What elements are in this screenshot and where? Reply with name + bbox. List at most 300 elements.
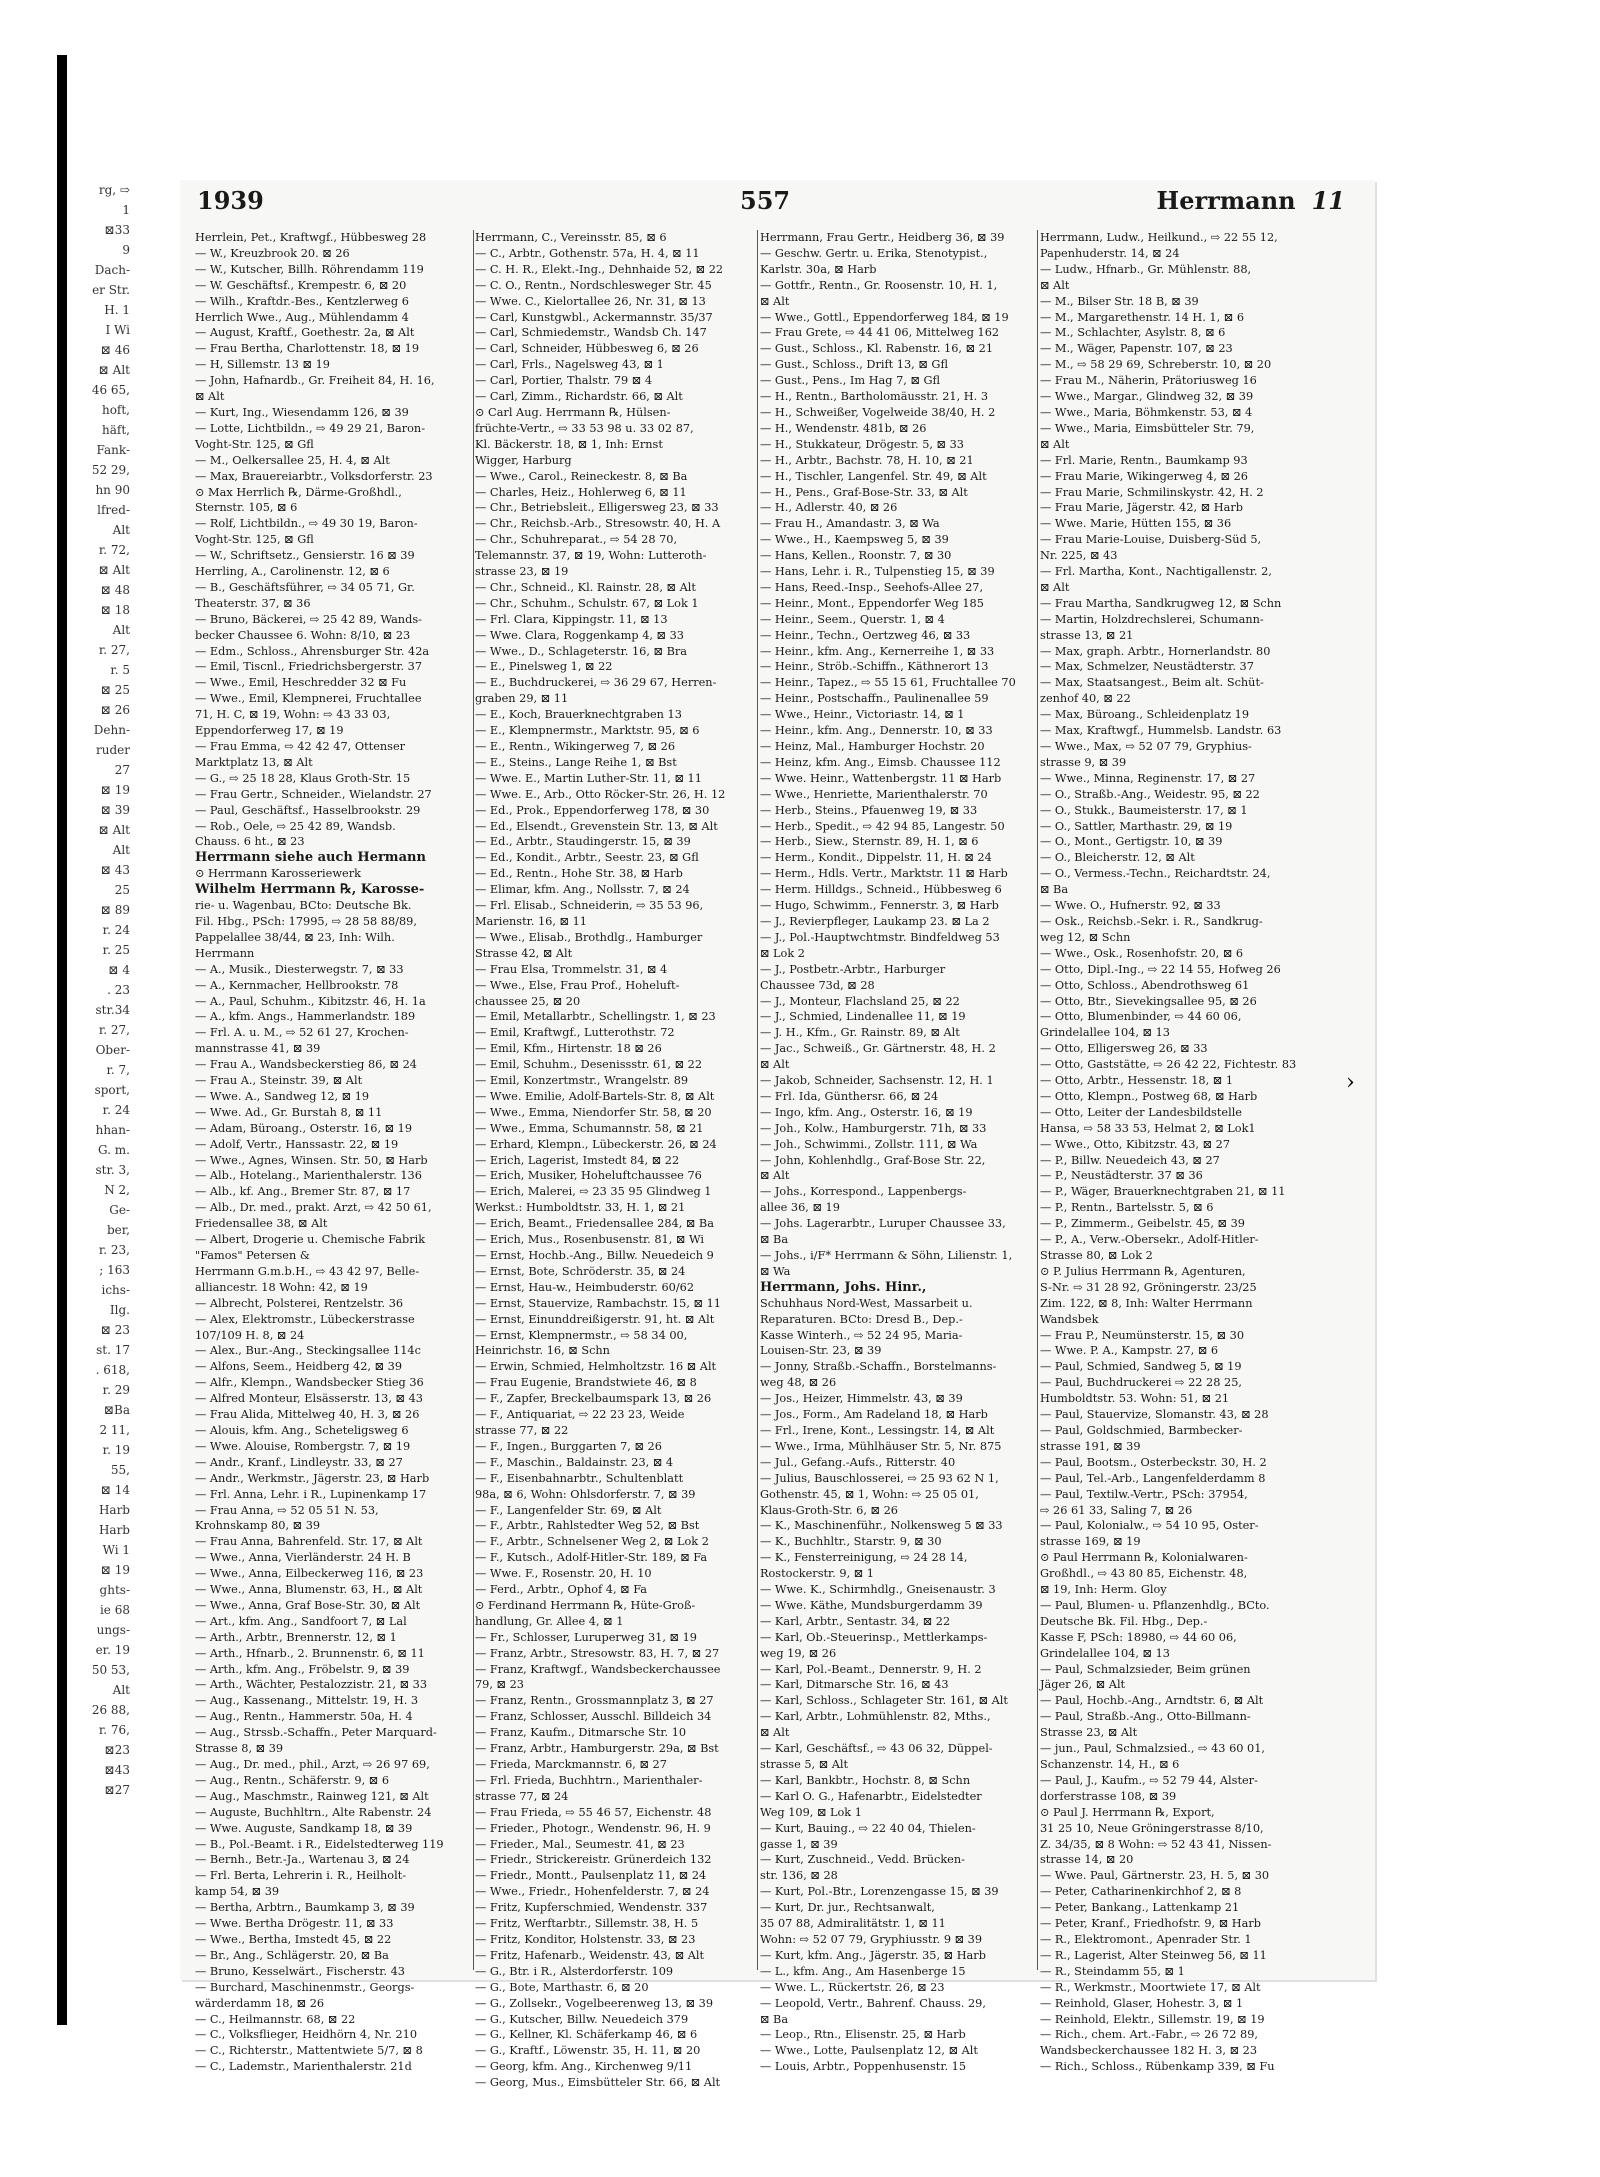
directory-entry: — G., Kraftf., Löwenstr. 35, H. 11, ⊠ 20 [475, 2044, 701, 2058]
directory-entry: — O., Mont., Gertigstr. 10, ⊠ 39 [1040, 835, 1223, 849]
directory-entry: — Ernst, Klempnermstr., ⇨ 58 34 00, [475, 1328, 688, 1342]
directory-entry: — Wwe., H., Kaempsweg 5, ⊠ 39 [760, 533, 949, 547]
directory-entry: Chauss. 6 ht., ⊠ 23 [195, 835, 305, 849]
directory-entry: — Herb., Steins., Pfauenweg 19, ⊠ 33 [760, 803, 978, 817]
directory-entry: — Gust., Pens., Im Hag 7, ⊠ Gfl [760, 374, 941, 388]
directory-entry: — Ernst, Stauervize, Rambachstr. 15, ⊠ 11 [475, 1296, 721, 1310]
directory-entry: strasse 13, ⊠ 21 [1040, 628, 1134, 642]
directory-entry: — Wwe., Agnes, Winsen. Str. 50, ⊠ Harb [195, 1153, 428, 1167]
margin-fragment: sport, [94, 1083, 130, 1097]
directory-entry: — Jac., Schweiß., Gr. Gärtnerstr. 48, H. 2 [760, 1042, 996, 1056]
directory-entry: — Kurt, Zuschneid., Vedd. Brücken- [760, 1853, 965, 1867]
directory-entry: — Wwe., Maria, Böhmkenstr. 53, ⊠ 4 [1040, 405, 1253, 419]
directory-entry: ⊙ Paul J. Herrmann ℞, Export, [1040, 1805, 1215, 1819]
directory-entry: zenhof 40, ⊠ 22 [1040, 692, 1131, 706]
directory-entry: — O., Sattler, Marthastr. 29, ⊠ 19 [1040, 819, 1233, 833]
column-3 [760, 230, 1035, 2074]
directory-entry: — Erich, Lagerist, Imstedt 84, ⊠ 22 [475, 1153, 680, 1167]
margin-fragment: Alt [112, 1683, 130, 1697]
margin-fragment: r. 72, [98, 543, 130, 557]
directory-entry: — Albrecht, Polsterei, Rentzelstr. 36 [195, 1296, 404, 1310]
directory-entry: — Paul, Blumen- u. Pflanzenhdlg., BCto. [1040, 1598, 1270, 1612]
directory-entry: rie- u. Wagenbau, BCto: Deutsche Bk. [195, 899, 412, 913]
directory-entry: — Gust., Schloss., Kl. Rabenstr. 16, ⊠ 21 [760, 342, 994, 356]
directory-entry: — Karl, Arbtr., Sentastr. 34, ⊠ 22 [760, 1614, 951, 1628]
directory-entry: — Charles, Heiz., Hohlerweg 6, ⊠ 11 [475, 485, 687, 499]
directory-entry: handlung, Gr. Allee 4, ⊠ 1 [475, 1614, 624, 1628]
directory-entry: — Frau Grete, ⇨ 44 41 06, Mittelweg 162 [760, 326, 1000, 340]
directory-entry: — Georg, kfm. Ang., Kirchenweg 9/11 [475, 2060, 693, 2074]
directory-entry: — Erich, Beamt., Friedensallee 284, ⊠ Ba [475, 1217, 714, 1231]
directory-entry: — Emil, Tiscnl., Friedrichsbergerstr. 37 [195, 660, 423, 674]
margin-fragment: lfred- [97, 503, 130, 517]
directory-entry: — H., Tischler, Langenfel. Str. 49, ⊠ Alt [760, 469, 987, 483]
directory-entry: — Frl. Anna, Lehr. i R., Lupinenkamp 17 [195, 1487, 427, 1501]
directory-entry: — Joh., Schwimmi., Zollstr. 111, ⊠ Wa [760, 1137, 978, 1151]
directory-entry: ⊠ Alt [760, 294, 790, 308]
directory-entry: 31 25 10, Neue Gröningerstrasse 8/10, [1040, 1821, 1264, 1835]
directory-entry: — Herb., Spedit., ⇨ 42 94 85, Langestr. 50 [760, 819, 1005, 833]
directory-entry: Herrmann [195, 946, 255, 960]
directory-entry: — Frau Bertha, Charlottenstr. 18, ⊠ 19 [195, 342, 420, 356]
directory-entry: Krohnskamp 80, ⊠ 39 [195, 1519, 321, 1533]
directory-entry: — Carl, Kunstgwbl., Ackermannstr. 35/37 [475, 310, 713, 324]
margin-fragment: Dach- [94, 263, 130, 277]
directory-entry: — Heinr., Postschaffn., Paulinenallee 59 [760, 692, 989, 706]
directory-entry: — Frl. Elisab., Schneiderin, ⇨ 35 53 96, [475, 899, 704, 913]
directory-entry: — Max, Staatsangest., Beim alt. Schüt- [1040, 676, 1264, 690]
directory-entry: — Paul, Bootsm., Osterbeckstr. 30, H. 2 [1040, 1455, 1267, 1469]
directory-entry: — Paul, Textilw.-Vertr., PSch: 37954, [1040, 1487, 1248, 1501]
directory-entry: — Br., Ang., Schlägerstr. 20, ⊠ Ba [195, 1948, 389, 1962]
margin-fragment: ⊠ 89 [100, 903, 130, 917]
directory-entry: — Heinr., Mont., Eppendorfer Weg 185 [760, 596, 984, 610]
directory-entry: Reparaturen. BCto: Dresd B., Dep.- [760, 1312, 963, 1326]
margin-fragment: str. 3, [95, 1163, 130, 1177]
directory-entry: — P., A., Verw.-Obersekr., Adolf-Hitler- [1040, 1233, 1259, 1247]
directory-columns [195, 230, 1365, 2090]
directory-entry: — Frau Alida, Mittelweg 40, H. 3, ⊠ 26 [195, 1408, 420, 1422]
directory-entry: — Chr., Schuhm., Schulstr. 67, ⊠ Lok 1 [475, 596, 699, 610]
directory-entry: — Johs., i/F* Herrmann & Söhn, Lilienstr. 1, [760, 1249, 1013, 1262]
directory-entry: — Kurt, kfm. Ang., Jägerstr. 35, ⊠ Harb [760, 1948, 986, 1962]
directory-entry: — Wwe., D., Schlageterstr. 16, ⊠ Bra [475, 644, 688, 658]
directory-entry: Herrmann, Frau Gertr., Heidberg 36, ⊠ 39 [760, 231, 1005, 244]
directory-entry: — R., Steindamm 55, ⊠ 1 [1040, 1964, 1185, 1978]
directory-entry: — Karl, Geschäftsf., ⇨ 43 06 32, Düppel- [760, 1742, 993, 1756]
directory-entry: — Hans, Reed.-Insp., Seehofs-Allee 27, [760, 580, 984, 594]
margin-fragment: Harb [98, 1523, 130, 1537]
directory-entry: — Wwe., Gottl., Eppendorferweg 184, ⊠ 19 [760, 310, 1009, 324]
directory-entry: — Arth., Hfnarb., 2. Brunnenstr. 6, ⊠ 11 [195, 1646, 425, 1660]
directory-entry: Wohn: ⇨ 52 07 79, Gryphiusstr. 9 ⊠ 39 [760, 1932, 983, 1946]
directory-entry: — Wwe. Emilie, Adolf-Bartels-Str. 8, ⊠ Alt [475, 1089, 715, 1103]
directory-entry: — Frau Eugenie, Brandstwiete 46, ⊠ 8 [475, 1376, 697, 1390]
directory-entry: — Kurt, Dr. jur., Rechtsanwalt, [760, 1901, 935, 1915]
directory-entry: mannstrasse 41, ⊠ 39 [195, 1042, 321, 1056]
directory-entry: — Otto, Blumenbinder, ⇨ 44 60 06, [1040, 1010, 1242, 1024]
directory-entry: Marienstr. 16, ⊠ 11 [475, 914, 587, 928]
directory-entry: — J., Pol.-Hauptwchtmstr. Bindfeldweg 53 [760, 930, 1000, 944]
margin-fragment: Ober- [95, 1043, 130, 1057]
directory-entry: strasse 5, ⊠ Alt [760, 1758, 849, 1771]
directory-entry: — Aug., Kassenang., Mittelstr. 19, H. 3 [195, 1694, 419, 1708]
directory-entry: — Paul, Hochb.-Ang., Arndtstr. 6, ⊠ Alt [1040, 1694, 1264, 1708]
directory-entry: — Friedr., Strickereistr. Grünerdeich 132 [475, 1853, 712, 1867]
directory-entry: — Wwe. Clara, Roggenkamp 4, ⊠ 33 [475, 628, 684, 642]
directory-entry: — Wwe., Osk., Rosenhofstr. 20, ⊠ 6 [1040, 946, 1244, 960]
directory-entry: — Frau Marie-Louise, Duisberg-Süd 5, [1040, 533, 1262, 547]
directory-entry: — Otto, Schloss., Abendrothsweg 61 [1040, 978, 1250, 992]
directory-entry: — Frau H., Amandastr. 3, ⊠ Wa [760, 517, 940, 531]
directory-entry: — Alfred Monteur, Elsässerstr. 13, ⊠ 43 [195, 1392, 423, 1406]
margin-fragment: ⊠27 [104, 1783, 130, 1797]
directory-entry: früchte-Vertr., ⇨ 33 53 98 u. 33 02 87, [475, 421, 694, 435]
directory-entry: "Famos" Petersen & [195, 1249, 310, 1262]
directory-entry: — Paul, Goldschmied, Barmbecker- [1040, 1423, 1243, 1437]
directory-entry: — Aug., Strssb.-Schaffn., Peter Marquard- [195, 1726, 437, 1740]
directory-entry: — J. H., Kfm., Gr. Rainstr. 89, ⊠ Alt [760, 1026, 960, 1040]
directory-entry: Fil. Hbg., PSch: 17995, ⇨ 28 58 88/89, [195, 914, 417, 928]
directory-entry: ⊠ Alt [760, 1726, 790, 1740]
directory-entry: — W., Kutscher, Billh. Röhrendamm 119 [195, 262, 424, 276]
directory-entry: weg 12, ⊠ Schn [1040, 930, 1131, 944]
directory-entry: — Arth., Wächter, Pestalozzistr. 21, ⊠ 33 [195, 1678, 428, 1692]
directory-entry: — Carl, Zimm., Richardstr. 66, ⊠ Alt [475, 390, 683, 404]
directory-entry: — Otto, Elligersweg 26, ⊠ 33 [1040, 1042, 1208, 1056]
directory-entry: — F., Arbtr., Rahlstedter Weg 52, ⊠ Bst [475, 1519, 700, 1533]
directory-entry: — Edm., Schloss., Ahrensburger Str. 42a [195, 644, 430, 658]
directory-entry: — Johs., Korrespond., Lappenbergs- [760, 1185, 967, 1199]
directory-entry: Grindelallee 104, ⊠ 13 [1040, 1026, 1170, 1040]
directory-entry: — E., Koch, Brauerknechtgraben 13 [475, 708, 682, 722]
directory-entry: — A., Musik., Diesterwegstr. 7, ⊠ 33 [195, 962, 404, 976]
directory-entry: 35 07 88, Admiralitätstr. 1, ⊠ 11 [760, 1917, 946, 1931]
directory-entry: — Ingo, kfm. Ang., Osterstr. 16, ⊠ 19 [760, 1105, 973, 1119]
directory-entry: — Paul, Stauervize, Slomanstr. 43, ⊠ 28 [1040, 1408, 1269, 1422]
directory-entry: — G., Bote, Marthastr. 6, ⊠ 20 [475, 1980, 649, 1994]
directory-entry: — Andr., Kranf., Lindleystr. 33, ⊠ 27 [195, 1455, 403, 1469]
directory-entry: Karlstr. 30a, ⊠ Harb [760, 262, 877, 276]
margin-fragment: 46 65, [91, 383, 130, 397]
directory-entry: — P., Rentn., Bartelsstr. 5, ⊠ 6 [1040, 1201, 1214, 1215]
directory-entry: — O., Straßb.-Ang., Weidestr. 95, ⊠ 22 [1040, 787, 1260, 801]
directory-entry: — Frau Marie, Schmilinskystr. 42, H. 2 [1040, 485, 1264, 499]
directory-entry: — Wwe., Anna, Eilbeckerweg 116, ⊠ 23 [195, 1567, 424, 1581]
directory-entry: — Arth., Arbtr., Brennerstr. 12, ⊠ 1 [195, 1630, 397, 1644]
directory-entry: — Emil, Metallarbtr., Schellingstr. 1, ⊠ 23 [475, 1010, 716, 1024]
directory-entry: — Heinr., kfm. Ang., Dennerstr. 10, ⊠ 33 [760, 724, 993, 738]
margin-fragment: ⊠ 14 [100, 1483, 130, 1497]
directory-entry: Hansa, ⇨ 58 33 53, Helmat 2, ⊠ Lok1 [1040, 1121, 1256, 1135]
directory-entry: — Reinhold, Elektr., Sillemstr. 19, ⊠ 19 [1040, 2012, 1265, 2026]
margin-fragment: str.34 [95, 1003, 130, 1017]
directory-entry: — Bernh., Betr.-Ja., Wartenau 3, ⊠ 24 [195, 1853, 410, 1867]
directory-entry: Zim. 122, ⊠ 8, Inh: Walter Herrmann [1040, 1296, 1253, 1310]
margin-fragment: ⊠Ba [103, 1403, 130, 1417]
margin-fragment: ⊠ 46 [100, 343, 130, 357]
column-4 [1040, 230, 1315, 2074]
directory-entry: ⊠ 19, Inh: Herm. Gloy [1040, 1583, 1167, 1597]
directory-entry: — Erich, Mus., Rosenbusenstr. 81, ⊠ Wi [475, 1233, 704, 1247]
directory-entry: — M., Bilser Str. 18 B, ⊠ 39 [1040, 294, 1199, 308]
directory-entry: — E., Rentn., Wikingerweg 7, ⊠ 26 [475, 740, 676, 753]
directory-entry: — Fr., Schlosser, Luruperweg 31, ⊠ 19 [475, 1630, 697, 1644]
directory-entry: Pappelallee 38/44, ⊠ 23, Inh: Wilh. [195, 930, 395, 944]
margin-fragment: hhan- [95, 1123, 130, 1137]
directory-entry: — W., Kreuzbrook 20. ⊠ 26 [195, 246, 350, 260]
directory-entry: — Johs. Lagerarbtr., Luruper Chaussee 33, [760, 1217, 1006, 1231]
directory-entry: — Rob., Oele, ⇨ 25 42 89, Wandsb. [195, 819, 396, 833]
margin-fragment: 1 [122, 203, 130, 217]
directory-entry: Marktplatz 13, ⊠ Alt [195, 755, 313, 769]
directory-entry: — Franz, Schlosser, Ausschl. Billdeich 34 [475, 1710, 712, 1724]
directory-entry: — Hans, Kellen., Roonstr. 7, ⊠ 30 [760, 549, 952, 563]
directory-entry: — Louis, Arbtr., Poppenhusenstr. 15 [760, 2060, 967, 2074]
margin-fragment: ⊠ 23 [100, 1323, 130, 1337]
margin-fragment: ⊠ 43 [100, 863, 130, 877]
directory-entry: — Erich, Musiker, Hoheluftchaussee 76 [475, 1169, 702, 1183]
directory-entry: — P., Zimmerm., Geibelstr. 45, ⊠ 39 [1040, 1217, 1245, 1231]
directory-entry: — Ferd., Arbtr., Ophof 4, ⊠ Fa [475, 1583, 648, 1597]
margin-fragment: 50 53, [91, 1663, 130, 1677]
directory-entry: — Adolf, Vertr., Hanssastr. 22, ⊠ 19 [195, 1137, 399, 1151]
directory-entry: — Jul., Gefang.-Aufs., Ritterstr. 40 [760, 1455, 956, 1469]
directory-entry: — Wwe. O., Hufnerstr. 92, ⊠ 33 [1040, 899, 1221, 913]
directory-entry: Rostockerstr. 9, ⊠ 1 [760, 1567, 874, 1581]
directory-entry: — Joh., Kolw., Hamburgerstr. 71h, ⊠ 33 [760, 1121, 987, 1135]
directory-entry: — Frau Gertr., Schneider., Wielandstr. 27 [195, 787, 432, 801]
margin-fragment: ⊠ 18 [100, 603, 130, 617]
directory-entry: — Max, Schmelzer, Neustädterstr. 37 [1040, 660, 1254, 674]
margin-fragment: ⊠ 39 [100, 803, 130, 817]
margin-fragment: Alt [112, 623, 130, 637]
directory-entry: — Alb., kf. Ang., Bremer Str. 87, ⊠ 17 [195, 1185, 411, 1199]
directory-entry: Kasse Winterh., ⇨ 52 24 95, Maria- [760, 1328, 963, 1342]
margin-fragment: hoft, [101, 403, 130, 417]
margin-fragment: er. 19 [95, 1643, 130, 1657]
directory-entry: — Frieder., Mal., Seumestr. 41, ⊠ 23 [475, 1837, 685, 1851]
directory-entry: — Peter, Bankang., Lattenkamp 21 [1040, 1901, 1240, 1915]
directory-entry: — Erhard, Klempn., Lübeckerstr. 26, ⊠ 24 [475, 1137, 717, 1151]
margin-fragment: 27 [114, 763, 130, 777]
directory-entry: — Osk., Reichsb.-Sekr. i. R., Sandkrug- [1040, 914, 1263, 928]
directory-entry: Grindelallee 104, ⊠ 13 [1040, 1646, 1170, 1660]
directory-entry: ⊠ Wa [760, 1264, 791, 1278]
directory-entry: — G., ⇨ 25 18 28, Klaus Groth-Str. 15 [195, 771, 411, 785]
directory-entry: — Julius, Bauschlosserei, ⇨ 25 93 62 N 1, [760, 1471, 999, 1485]
directory-entry: — Wwe., Lotte, Paulsenplatz 12, ⊠ Alt [760, 2044, 978, 2058]
directory-entry: — Ed., Arbtr., Staudingerstr. 15, ⊠ 39 [475, 835, 691, 849]
directory-entry: Z. 34/35, ⊠ 8 Wohn: ⇨ 52 43 41, Nissen- [1040, 1837, 1272, 1851]
directory-entry: ⊙ Carl Aug. Herrmann ℞, Hülsen- [475, 405, 671, 419]
directory-entry: ⊠ Alt [195, 390, 225, 404]
directory-entry: — Gottfr., Rentn., Gr. Roosenstr. 10, H. 1, [760, 278, 998, 292]
directory-entry: — Frl. Berta, Lehrerin i. R., Heilholt- [195, 1869, 407, 1883]
directory-entry: — Wwe. K., Schirmhdlg., Gneisenaustr. 3 [760, 1583, 996, 1597]
directory-entry: — H, Sillemstr. 13 ⊠ 19 [195, 358, 330, 372]
directory-entry: — Chr., Reichsb.-Arb., Stresowstr. 40, H. A [475, 517, 721, 531]
directory-entry: — F., Zapfer, Breckelbaumspark 13, ⊠ 26 [475, 1392, 712, 1406]
directory-entry: 98a, ⊠ 6, Wohn: Ohlsdorferstr. 7, ⊠ 39 [475, 1487, 696, 1501]
margin-fragment: N 2, [104, 1183, 130, 1197]
margin-fragment: r. 29 [102, 1383, 130, 1397]
directory-entry: — E., Klempnermstr., Marktstr. 95, ⊠ 6 [475, 724, 700, 738]
directory-entry: — Frieda, Marckmannstr. 6, ⊠ 27 [475, 1758, 667, 1771]
margin-fragment: ⊠ Alt [98, 363, 130, 377]
margin-fragment: Alt [112, 843, 130, 857]
margin-fragment: 26 88, [91, 1703, 130, 1717]
margin-fragment: I Wi [105, 323, 130, 337]
directory-entry: — Paul, Tel.-Arb., Langenfelderdamm 8 [1040, 1471, 1266, 1485]
directory-entry: — Frau Martha, Sandkrugweg 12, ⊠ Schn [1040, 596, 1282, 610]
running-head-index: 11 [1311, 186, 1345, 215]
directory-entry: — Aug., Maschmstr., Rainweg 121, ⊠ Alt [195, 1789, 429, 1803]
directory-entry: ⊠ Ba [1040, 883, 1069, 897]
directory-entry: — R., Elektromont., Apenrader Str. 1 [1040, 1932, 1252, 1946]
directory-entry: — Alb., Hotelang., Marienthalerstr. 136 [195, 1169, 422, 1183]
directory-entry: — C., Heilmannstr. 68, ⊠ 22 [195, 2012, 356, 2026]
directory-entry: — Wwe. L., Rückertstr. 26, ⊠ 23 [760, 1980, 945, 1994]
directory-entry: — Georg, Mus., Eimsbütteler Str. 66, ⊠ Alt [475, 2076, 721, 2090]
directory-entry: — Frau Emma, ⇨ 42 42 47, Ottenser [195, 740, 406, 753]
directory-entry: — Emil, Kraftwgf., Lutterothstr. 72 [475, 1026, 675, 1040]
directory-entry: chaussee 25, ⊠ 20 [475, 994, 581, 1008]
directory-entry: — C., Volksflieger, Heidhörn 4, Nr. 210 [195, 2028, 418, 2042]
directory-entry: — Heinz, kfm. Ang., Eimsb. Chaussee 112 [760, 755, 1001, 769]
directory-entry: Herrling, A., Carolinenstr. 12, ⊠ 6 [195, 565, 390, 579]
directory-entry: — Leopold, Vertr., Bahrenf. Chauss. 29, [760, 1996, 986, 2010]
margin-fragment: Alt [112, 523, 130, 537]
directory-entry: — Wwe., Friedr., Hohenfelderstr. 7, ⊠ 24 [475, 1885, 710, 1899]
directory-entry: — Frl. Marie, Rentn., Baumkamp 93 [1040, 453, 1248, 467]
directory-entry: — C., Arbtr., Gothenstr. 57a, H. 4, ⊠ 11 [475, 246, 700, 260]
directory-entry: — Wwe., Emma, Niendorfer Str. 58, ⊠ 20 [475, 1105, 712, 1119]
directory-entry: — Paul, Buchdruckerei ⇨ 22 28 25, [1040, 1376, 1242, 1390]
directory-entry: — A., Paul, Schuhm., Kibitzstr. 46, H. 1a [195, 994, 426, 1008]
directory-entry: — Ernst, Bote, Schröderstr. 35, ⊠ 24 [475, 1264, 686, 1278]
directory-entry: — Wwe., Anna, Vierländerstr. 24 H. B [195, 1551, 411, 1565]
directory-entry: Telemannstr. 37, ⊠ 19, Wohn: Lutteroth- [475, 549, 707, 563]
directory-entry: — Carl, Schneider, Hübbesweg 6, ⊠ 26 [475, 342, 699, 356]
directory-entry: — Ed., Kondit., Arbtr., Seestr. 23, ⊠ Gfl [475, 851, 699, 865]
directory-entry: Kasse F, PSch: 18980, ⇨ 44 60 06, [1040, 1630, 1237, 1644]
directory-entry: — M., ⇨ 58 29 69, Schreberstr. 10, ⊠ 20 [1040, 358, 1272, 372]
directory-entry: dorferstrasse 108, ⊠ 39 [1040, 1789, 1177, 1803]
directory-entry: — F., Eisenbahnarbtr., Schultenblatt [475, 1471, 684, 1485]
directory-entry: — Fritz, Kupferschmied, Wendenstr. 337 [475, 1901, 708, 1915]
directory-entry: Weg 109, ⊠ Lok 1 [760, 1805, 862, 1819]
directory-entry: Herrlich Wwe., Aug., Mühlendamm 4 [195, 310, 409, 324]
directory-entry: ⊙ Paul Herrmann ℞, Kolonialwaren- [1040, 1551, 1248, 1565]
directory-entry: — Alouis, kfm. Ang., Scheteligsweg 6 [195, 1423, 409, 1437]
directory-entry: — F., Antiquariat, ⇨ 22 23 23, Weide [475, 1408, 685, 1422]
directory-entry: Wandsbek [1040, 1312, 1099, 1326]
directory-entry: Friedensallee 38, ⊠ Alt [195, 1217, 328, 1231]
directory-entry: — Frau M., Näherin, Prätoriusweg 16 [1040, 374, 1257, 388]
directory-entry: — O., Vermess.-Techn., Reichardtstr. 24, [1040, 867, 1271, 881]
directory-entry: — Wwe. Käthe, Mundsburgerdamm 39 [760, 1598, 983, 1612]
directory-entry: — C., Lademstr., Marienthalerstr. 21d [195, 2060, 412, 2074]
directory-entry: — Alex, Elektromstr., Lübeckerstrasse [195, 1312, 415, 1326]
directory-entry: — Chr., Schneid., Kl. Rainstr. 28, ⊠ Alt [475, 580, 696, 594]
directory-entry: — Wwe., Bertha, Imstedt 45, ⊠ 22 [195, 1932, 392, 1946]
directory-entry: — Karl, Bankbtr., Hochstr. 8, ⊠ Schn [760, 1773, 971, 1787]
directory-entry: — H., Arbtr., Bachstr. 78, H. 10, ⊠ 21 [760, 453, 974, 467]
directory-entry: ⊙ Max Herrlich ℞, Därme-Großhdl., [195, 485, 402, 499]
directory-entry: — Franz, Kaufm., Ditmarsche Str. 10 [475, 1726, 687, 1740]
directory-entry: ⊠ Alt [1040, 437, 1070, 451]
margin-fragment: häft, [102, 423, 130, 437]
directory-entry: — Wilh., Kraftdr.-Bes., Kentzlerweg 6 [195, 294, 409, 308]
directory-entry: ⊠ Alt [1040, 580, 1070, 594]
directory-entry: Strasse 80, ⊠ Lok 2 [1040, 1249, 1153, 1262]
directory-entry: — Paul, Schmalzsieder, Beim grünen [1040, 1662, 1251, 1676]
directory-entry: — K., Fensterreinigung, ⇨ 24 28 14, [760, 1551, 968, 1565]
directory-entry: — Heinr., Tapez., ⇨ 55 15 61, Fruchtallee 70 [760, 676, 1016, 690]
directory-entry: — Frau Elsa, Trommelstr. 31, ⊠ 4 [475, 962, 668, 976]
directory-entry: str. 136, ⊠ 28 [760, 1869, 838, 1883]
directory-entry: — Emil, Kfm., Hirtenstr. 18 ⊠ 26 [475, 1042, 662, 1056]
directory-entry: Jäger 26, ⊠ Alt [1040, 1678, 1126, 1692]
directory-entry: — M., Wäger, Papenstr. 107, ⊠ 23 [1040, 342, 1233, 356]
directory-entry: — Otto, Dipl.-Ing., ⇨ 22 14 55, Hofweg 26 [1040, 962, 1281, 976]
directory-entry: ⊠ Alt [1040, 278, 1070, 292]
directory-entry: Klaus-Groth-Str. 6, ⊠ 26 [760, 1503, 898, 1517]
directory-entry: — Wwe., Margar., Glindweg 32, ⊠ 39 [1040, 390, 1254, 404]
directory-entry: Deutsche Bk. Fil. Hbg., Dep.- [1040, 1614, 1208, 1628]
directory-entry: — Max, Brauereiarbtr., Volksdorferstr. 23 [195, 469, 433, 483]
directory-entry: 107/109 H. 8, ⊠ 24 [195, 1328, 305, 1342]
directory-entry: — Hans, Lehr. i. R., Tulpenstieg 15, ⊠ 39 [760, 565, 995, 579]
directory-entry: Gothenstr. 45, ⊠ 1, Wohn: ⇨ 25 05 01, [760, 1487, 979, 1501]
directory-entry: — A., kfm. Angs., Hammerlandstr. 189 [195, 1010, 416, 1024]
directory-entry: — Andr., Werkmstr., Jägerstr. 23, ⊠ Harb [195, 1471, 430, 1485]
directory-entry: — Fritz, Konditor, Holstenstr. 33, ⊠ 23 [475, 1932, 696, 1946]
directory-entry: — J., Postbetr.-Arbtr., Harburger [760, 962, 946, 976]
directory-entry: — C. O., Rentn., Nordschlesweger Str. 45 [475, 278, 712, 292]
directory-entry: — Wwe. Ad., Gr. Burstah 8, ⊠ 11 [195, 1105, 383, 1119]
directory-entry: strasse 77, ⊠ 24 [475, 1789, 569, 1803]
directory-entry: — Wwe., Heinr., Victoriastr. 14, ⊠ 1 [760, 708, 965, 722]
directory-entry: — Frau A., Wandsbeckerstieg 86, ⊠ 24 [195, 1058, 417, 1072]
directory-entry: — Heinr., Techn., Oertzweg 46, ⊠ 33 [760, 628, 971, 642]
directory-entry: — Karl, Ditmarsche Str. 16, ⊠ 43 [760, 1678, 949, 1692]
directory-entry: — Karl, Pol.-Beamt., Dennerstr. 9, H. 2 [760, 1662, 982, 1676]
directory-entry: ⊙ Ferdinand Herrmann ℞, Hüte-Groß- [475, 1598, 696, 1612]
directory-entry: — Wwe. C., Kielortallee 26, Nr. 31, ⊠ 13 [475, 294, 706, 308]
margin-fragment: Ilg. [109, 1303, 130, 1317]
directory-entry: — Ernst, Einunddreißigerstr. 91, ht. ⊠ Alt [475, 1312, 715, 1326]
directory-entry: — Erich, Malerei, ⇨ 23 35 95 Glindweg 1 [475, 1185, 712, 1199]
margin-fragment: Ge- [109, 1203, 130, 1217]
directory-entry: — Frau Marie, Wikingerweg 4, ⊠ 26 [1040, 469, 1248, 483]
directory-entry: — Rolf, Lichtbildn., ⇨ 49 30 19, Baron- [195, 517, 418, 531]
directory-entry: 71, H. C, ⊠ 19, Wohn: ⇨ 43 33 03, [195, 708, 391, 722]
margin-fragment: G. m. [98, 1143, 130, 1157]
directory-entry: — Geschw. Gertr. u. Erika, Stenotypist., [760, 246, 988, 260]
directory-entry: — Frau Marie, Jägerstr. 42, ⊠ Harb [1040, 501, 1244, 515]
directory-entry: — Martin, Holzdrechslerei, Schumann- [1040, 612, 1264, 626]
directory-entry: — G., Kutscher, Billw. Neuedeich 379 [475, 2012, 689, 2026]
directory-entry: Strasse 23, ⊠ Alt [1040, 1726, 1138, 1740]
directory-entry: — H., Schweißer, Vogelweide 38/40, H. 2 [760, 405, 996, 419]
directory-entry: weg 19, ⊠ 26 [760, 1646, 837, 1660]
margin-fragment: . 23 [107, 983, 130, 997]
directory-entry: — Kurt, Bauing., ⇨ 22 40 04, Thielen- [760, 1821, 976, 1835]
directory-entry: — Wwe. Paul, Gärtnerstr. 23, H. 5, ⊠ 30 [1040, 1869, 1270, 1883]
directory-entry: — Frl. A. u. M., ⇨ 52 61 27, Krochen- [195, 1026, 409, 1040]
